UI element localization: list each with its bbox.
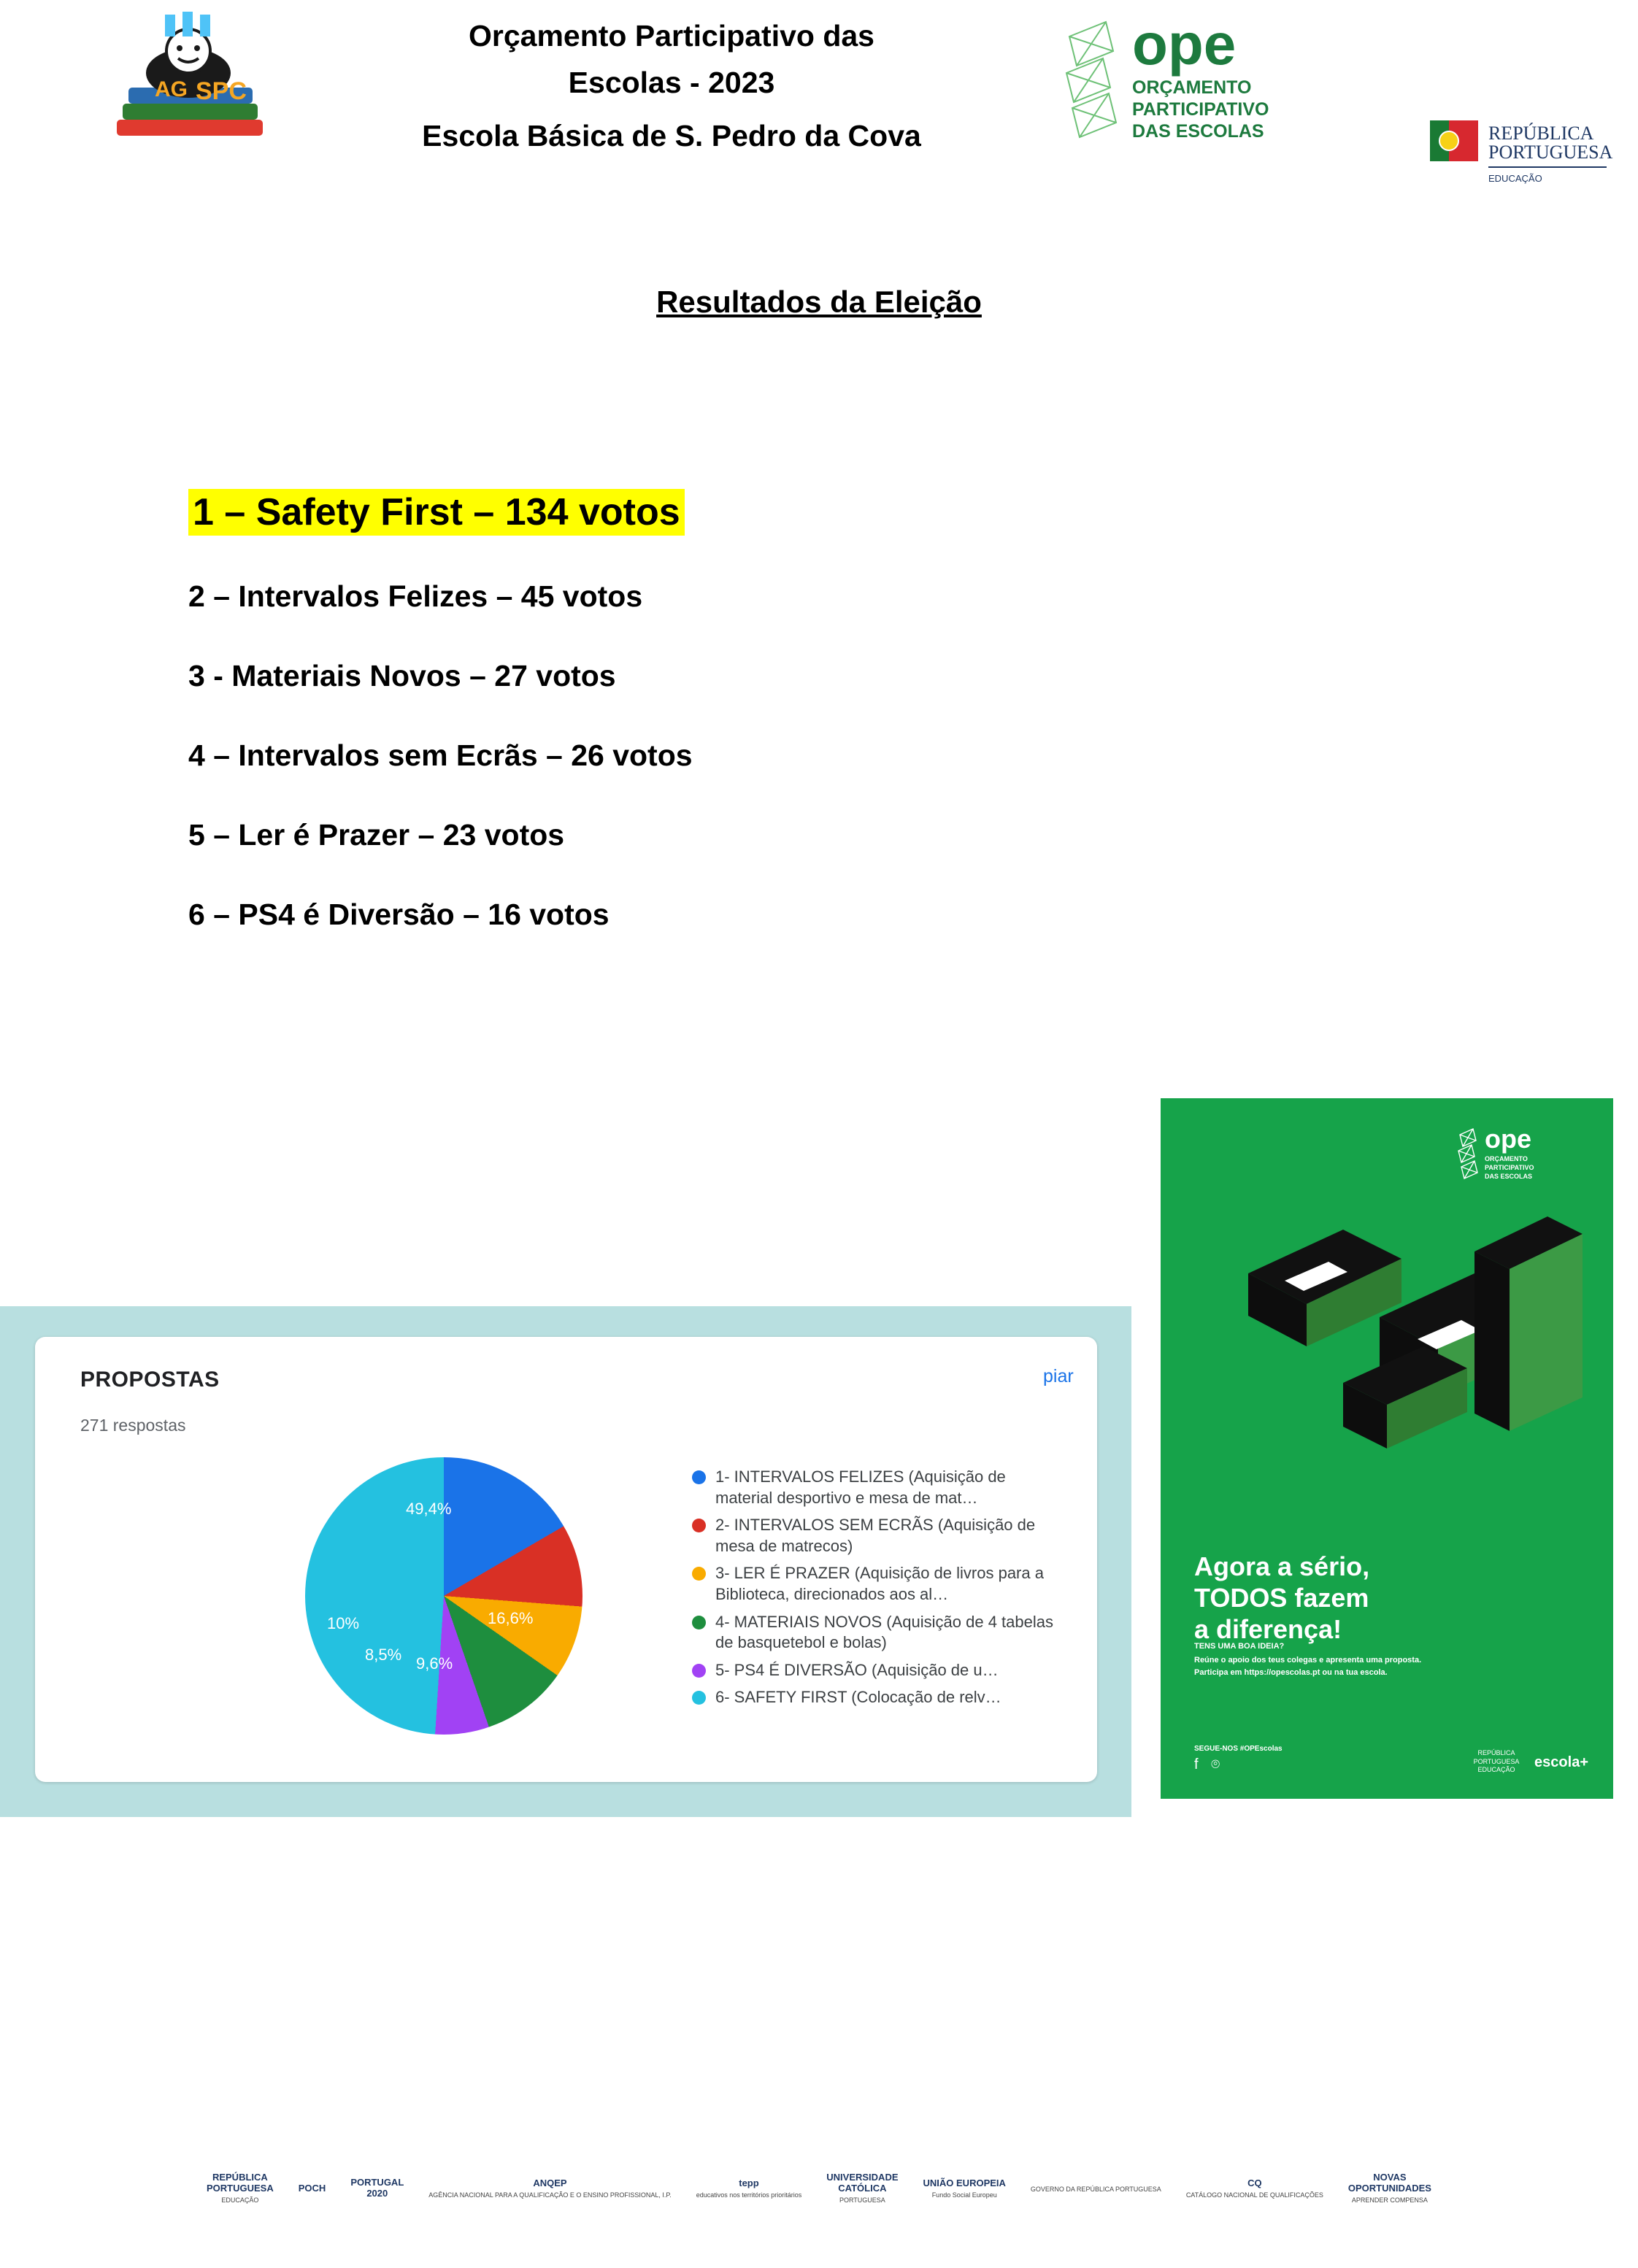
poster-question: TENS UMA BOA IDEIA? <box>1194 1642 1285 1651</box>
footer-logo-caption: GOVERNO DA REPÚBLICA PORTUGUESA <box>1030 2186 1161 2194</box>
svg-text:SPC: SPC <box>196 77 247 105</box>
poster-headline <box>1194 1551 1369 1646</box>
footer-logo-line1: NOVAS <box>1373 2172 1407 2183</box>
result-item-2: 2 – Intervalos Felizes – 45 votos <box>188 579 643 613</box>
result-row <box>188 898 1210 977</box>
footer-logo-line2: OPORTUNIDADES <box>1347 2183 1431 2194</box>
footer-logo-strip <box>0 2134 1638 2243</box>
footer-logo-anqep <box>428 2178 671 2199</box>
chart-title: PROPOSTAS <box>80 1368 220 1392</box>
footer-logo-republica-portuguesa <box>207 2172 274 2204</box>
social-media-icons: f ⌾ <box>1194 1756 1225 1773</box>
chart-screenshot-container <box>0 1306 1131 1817</box>
footer-logo-line1: UNIVERSIDADE <box>826 2172 899 2183</box>
svg-text:DAS ESCOLAS: DAS ESCOLAS <box>1132 121 1264 142</box>
footer-logo-catalogo-qualificacoes <box>1186 2178 1323 2199</box>
pie-label-intervalos-sem-ecras: 9,6% <box>416 1654 453 1673</box>
legend-label: 5- PS4 É DIVERSÃO (Aquisição de u… <box>715 1660 999 1679</box>
republica-portuguesa-logo-icon <box>1427 113 1617 193</box>
footer-logo-caption: EDUCAÇÃO <box>221 2196 259 2205</box>
svg-text:ORÇAMENTO: ORÇAMENTO <box>1485 1155 1528 1162</box>
poster-headline-3: a diferença! <box>1194 1614 1342 1645</box>
legend-color-dot <box>692 1567 706 1581</box>
footer-logo-governo-republica <box>1031 2183 1161 2193</box>
ope-poster <box>1161 1098 1613 1799</box>
legend-color-dot <box>692 1519 706 1532</box>
poster-headline-2: TODOS fazem <box>1194 1583 1369 1613</box>
footer-logo-line2: CATÓLICA <box>838 2183 887 2194</box>
chart-legend <box>692 1467 1072 1715</box>
document-header <box>0 0 1638 263</box>
svg-text:AG: AG <box>155 77 188 101</box>
result-row <box>188 489 1210 579</box>
poster-artwork-icon <box>1161 1164 1613 1529</box>
section-title: Resultados da Eleição <box>656 285 982 319</box>
copy-link[interactable]: piar <box>1043 1366 1074 1386</box>
legend-color-dot <box>692 1664 706 1678</box>
footer-logo-poch <box>299 2183 326 2194</box>
footer-logo-line1: ANQEP <box>533 2177 567 2188</box>
pie-label-ler-e-prazer: 8,5% <box>365 1646 402 1664</box>
legend-item <box>692 1467 1072 1508</box>
school-logo-icon <box>102 10 285 156</box>
pie-label-intervalos-felizes: 16,6% <box>488 1609 534 1627</box>
legend-item <box>692 1687 1072 1708</box>
footer-logo-caption: PORTUGUESA <box>839 2196 885 2205</box>
ope-logo-icon <box>1062 15 1369 161</box>
result-row <box>188 818 1210 898</box>
svg-text:PORTUGUESA: PORTUGUESA <box>1488 142 1613 163</box>
result-item-5: 5 – Ler é Prazer – 23 votos <box>188 818 565 852</box>
svg-text:EDUCAÇÃO: EDUCAÇÃO <box>1488 173 1542 184</box>
footer-logo-caption: APRENDER COMPENSA <box>1351 2196 1428 2205</box>
poster-body-text: Reúne o apoio dos teus colegas e apresenta uma proposta. Participa em https://opescolas.pt ou na tua escola. <box>1194 1656 1422 1678</box>
pie-chart <box>305 1457 582 1735</box>
legend-color-dot <box>692 1470 706 1484</box>
footer-logo-caption: CATÁLOGO NACIONAL DE QUALIFICAÇÕES <box>1185 2191 1323 2199</box>
poster-republica-logo <box>1467 1749 1526 1774</box>
footer-logo-line1: UNIÃO EUROPEIA <box>923 2177 1006 2188</box>
footer-logo-line1: PORTUGAL <box>350 2177 404 2188</box>
footer-logo-line1: tepp <box>739 2177 759 2188</box>
footer-logo-line2: 2020 <box>366 2188 388 2199</box>
legend-label: 2- INTERVALOS SEM ECRÃS (Aquisição de mesa de matrecos) <box>715 1516 1036 1555</box>
result-item-6: 6 – PS4 é Diversão – 16 votos <box>188 898 610 931</box>
svg-text:ope: ope <box>1132 15 1237 77</box>
pie-label-materiais-novos: 10% <box>327 1614 360 1632</box>
page-title <box>307 13 1037 160</box>
title-line-2: Escolas - 2023 <box>568 65 775 99</box>
legend-item <box>692 1515 1072 1557</box>
legend-label: 4- MATERIAIS NOVOS (Aquisição de 4 tabelas de basquetebol e bolas) <box>715 1612 1053 1652</box>
legend-item <box>692 1563 1072 1605</box>
pie-slices <box>305 1457 582 1735</box>
result-row <box>188 659 1210 738</box>
footer-logo-line1: REPÚBLICA <box>212 2172 268 2183</box>
poster-headline-1: Agora a sério, <box>1194 1551 1370 1581</box>
election-results-list <box>188 489 1210 977</box>
svg-text:PARTICIPATIVO: PARTICIPATIVO <box>1132 99 1269 120</box>
svg-text:ORÇAMENTO: ORÇAMENTO <box>1132 77 1252 98</box>
footer-logo-line2: PORTUGUESA <box>207 2183 274 2194</box>
result-item-3: 3 - Materiais Novos – 27 votos <box>188 659 616 693</box>
poster-rp-line3: EDUCAÇÃO <box>1477 1765 1515 1773</box>
result-item-4: 4 – Intervalos sem Ecrãs – 26 votos <box>188 738 693 772</box>
legend-color-dot <box>692 1691 706 1705</box>
poster-rp-line1: REPÚBLICA <box>1477 1749 1515 1757</box>
poster-escola-mais-logo: escola+ <box>1534 1754 1588 1770</box>
footer-logo-uniao-europeia <box>923 2178 1006 2199</box>
footer-logo-portugal-2020 <box>350 2178 404 2199</box>
poster-rp-line2: PORTUGUESA <box>1473 1757 1520 1765</box>
pie-label-safety-first: 49,4% <box>406 1500 452 1518</box>
svg-text:DAS ESCOLAS: DAS ESCOLAS <box>1485 1173 1533 1180</box>
legend-label: 1- INTERVALOS FELIZES (Aquisição de material desportivo e mesa de mat… <box>715 1467 1006 1507</box>
legend-item <box>692 1612 1072 1654</box>
footer-logo-line1: CQ <box>1247 2177 1262 2188</box>
legend-label: 3- LER É PRAZER (Aquisição de livros para a Biblioteca, direcionados aos al… <box>715 1564 1044 1603</box>
footer-logo-caption: educativos nos territórios prioritários <box>696 2191 802 2199</box>
chart-response-count: 271 respostas <box>80 1416 186 1435</box>
legend-label: 6- SAFETY FIRST (Colocação de relv… <box>715 1688 1001 1707</box>
result-row <box>188 579 1210 659</box>
footer-logo-caption: AGÊNCIA NACIONAL PARA A QUALIFICAÇÃO E O ENSINO PROFISSIONAL, I.P. <box>428 2191 672 2199</box>
chart-card <box>35 1337 1097 1782</box>
svg-text:REPÚBLICA: REPÚBLICA <box>1488 123 1594 144</box>
legend-item <box>692 1660 1072 1681</box>
footer-logo-line1: POCH <box>298 2182 326 2194</box>
footer-logo-tepp <box>696 2178 802 2199</box>
legend-color-dot <box>692 1616 706 1629</box>
title-line-1: Orçamento Participativo das <box>469 19 874 53</box>
poster-social-text: SEGUE-NOS #OPEscolas <box>1194 1745 1283 1753</box>
result-item-1: 1 – Safety First – 134 votos <box>188 489 685 536</box>
footer-logo-novas-oportunidades <box>1348 2172 1431 2204</box>
footer-logo-caption: Fundo Social Europeu <box>931 2191 997 2199</box>
footer-logo-universidade-catolica <box>826 2172 898 2204</box>
title-line-3: Escola Básica de S. Pedro da Cova <box>422 119 921 153</box>
result-row <box>188 738 1210 818</box>
svg-text:ope: ope <box>1485 1125 1532 1154</box>
svg-text:PARTICIPATIVO: PARTICIPATIVO <box>1485 1164 1534 1171</box>
